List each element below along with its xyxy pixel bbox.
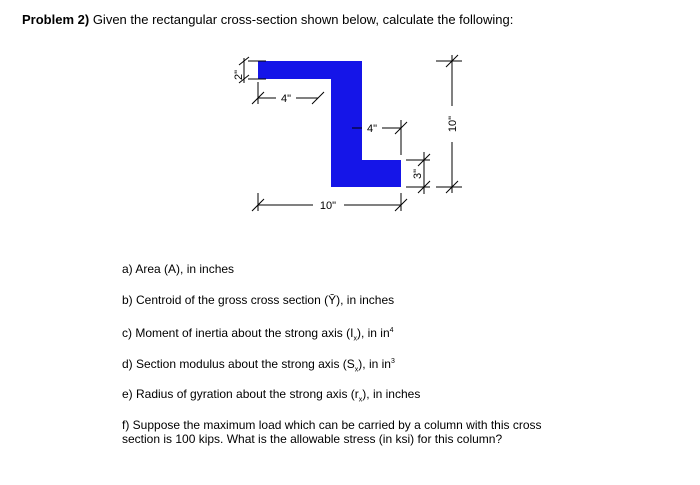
dim-bottom-flange-width-label: 4" bbox=[366, 123, 378, 135]
question-c-subscript: x bbox=[353, 335, 357, 343]
question-f-line1: f) Suppose the maximum load which can be carried by a column with this cross bbox=[122, 418, 542, 432]
question-b-text: b) Centroid of the gross cross section ( bbox=[122, 293, 329, 307]
dim-top-flange-width bbox=[252, 82, 324, 105]
dim-overall-height bbox=[436, 55, 462, 193]
question-f-line2: section is 100 kips. What is the allowable stress (in ksi) for this column? bbox=[122, 432, 503, 446]
centroid-symbol: Ȳ bbox=[328, 293, 337, 307]
question-a bbox=[122, 262, 234, 276]
dim-overall-height-label: 10" bbox=[447, 115, 459, 133]
question-c bbox=[122, 324, 394, 346]
question-c-exponent: 4 bbox=[389, 327, 394, 334]
question-d-exponent: 3 bbox=[390, 358, 395, 365]
question-e-text: e) Radius of gyration about the strong axis (r bbox=[122, 387, 359, 401]
dim-bottom-flange-thickness bbox=[406, 152, 430, 194]
dim-top-flange-width-label: 4" bbox=[280, 93, 292, 105]
cross-section-figure bbox=[0, 0, 700, 240]
question-c-text: c) Moment of inertia about the strong axis (I bbox=[122, 326, 354, 340]
question-b bbox=[122, 293, 394, 307]
question-e-subscript: x bbox=[358, 396, 363, 404]
question-c-tail: ), in in bbox=[356, 326, 390, 340]
question-d-text: d) Section modulus about the strong axis (S bbox=[122, 357, 355, 371]
question-f bbox=[122, 418, 542, 446]
question-e bbox=[122, 387, 420, 407]
dim-overall-width-label: 10" bbox=[319, 200, 337, 212]
question-d bbox=[122, 355, 395, 377]
question-d-tail: ), in in bbox=[358, 357, 391, 371]
question-b-tail: ), in inches bbox=[336, 293, 395, 307]
question-a-text: a) Area (A), in inches bbox=[122, 262, 235, 276]
z-section-shape bbox=[258, 61, 401, 187]
dim-top-flange-thickness-label: 2" bbox=[233, 69, 245, 81]
question-e-tail: ), in inches bbox=[362, 387, 421, 401]
problem-label: Problem 2) bbox=[22, 12, 90, 27]
dim-bottom-flange-thickness-label: 3" bbox=[412, 168, 424, 180]
problem-statement: Given the rectangular cross-section shown below, calculate the following: bbox=[92, 12, 514, 27]
dim-overall-width bbox=[252, 193, 407, 212]
question-d-subscript: x bbox=[354, 366, 359, 374]
